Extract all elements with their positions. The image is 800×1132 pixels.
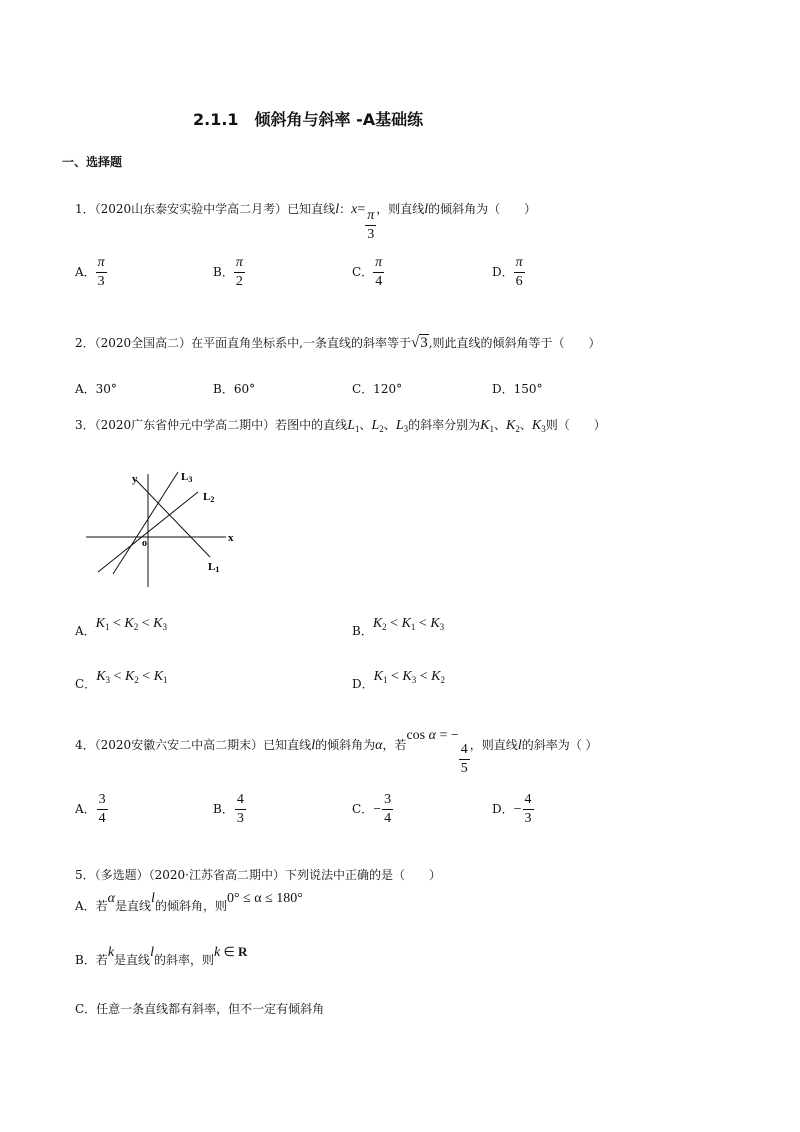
q5-b-k: k — [107, 945, 115, 960]
q5-option-c[interactable]: C．任意一条直线都有斜率，但不一定有倾斜角 — [75, 1002, 325, 1016]
q4-mid1: 的倾斜角为 — [315, 738, 376, 752]
q1-colon: ： — [339, 202, 352, 216]
option-fraction — [234, 256, 245, 289]
q3-K2: $K_2$ — [505, 418, 520, 434]
q1-prefix: 1．（2020山东泰安实验中学高二月考）已知直线 — [75, 202, 336, 216]
q1-eq: = — [357, 202, 366, 217]
q4-mid3: ，则直线 — [469, 738, 518, 752]
q3-sep: 、 — [493, 418, 506, 432]
q2-option-c[interactable]: C．120° — [352, 382, 403, 396]
q4-l2: l — [517, 738, 522, 753]
q3-option-c[interactable] — [75, 669, 168, 693]
label-L3: L3 — [181, 471, 193, 484]
q3-K3: $K_3$ — [531, 418, 546, 434]
option-neg: − — [373, 802, 382, 817]
q1-option-a[interactable] — [75, 256, 107, 289]
frac-den: 5 — [460, 761, 468, 776]
q1-suffix: 的倾斜角为（ ） — [428, 202, 537, 216]
q4-alpha: α — [375, 738, 383, 753]
option-fraction — [373, 256, 384, 289]
q1-l2: l — [424, 202, 429, 217]
question-1 — [75, 200, 536, 242]
option-fraction — [97, 793, 108, 826]
q4-option-b[interactable] — [213, 793, 246, 826]
option-label: C． — [352, 265, 374, 279]
option-label: D． — [352, 677, 374, 691]
q1-l: l — [335, 202, 340, 217]
q5-a-mid2: 的倾斜角，则 — [154, 899, 227, 913]
q2-root: 3 — [420, 335, 428, 351]
q2-option-a[interactable]: A．30° — [75, 382, 117, 396]
q3-option-d[interactable] — [352, 669, 445, 693]
q2-option-b[interactable]: B．60° — [213, 382, 256, 396]
q3-figure — [78, 462, 248, 587]
frac-den: 3 — [97, 274, 105, 289]
frac-den: 3 — [236, 811, 244, 826]
option-expr: $K_1 < K_2 < K_3$ — [95, 616, 168, 632]
q1-option-b[interactable] — [213, 256, 245, 289]
q3-sep: 、 — [359, 418, 372, 432]
option-label: A． — [75, 802, 96, 816]
option-label: B． — [213, 265, 234, 279]
option-fraction — [96, 256, 107, 289]
frac-num: π — [515, 255, 523, 270]
q4-prefix: 4．（2020安徽六安二中高二期末）已知直线 — [75, 738, 312, 752]
q5-a-alpha: α — [107, 891, 116, 906]
frac-den: 3 — [524, 811, 532, 826]
question-5: 5．（多选题）（2020·江苏省高二期中）下列说法中正确的是（ ） — [75, 868, 441, 882]
frac-num: 3 — [98, 792, 106, 807]
line-L3 — [113, 472, 178, 574]
option-neg: − — [513, 802, 522, 817]
q1-frac-den: 3 — [367, 227, 375, 242]
q3-K1: $K_1$ — [480, 418, 494, 434]
frac-num: 4 — [524, 792, 532, 807]
q5-b-expr: k ∈ R — [213, 944, 248, 960]
q5-a-mid: 是直线 — [115, 899, 152, 913]
q3-L2: $L_2$ — [371, 418, 384, 434]
question-2 — [75, 334, 601, 352]
q2-option-d[interactable]: D．150° — [492, 382, 543, 396]
q4-option-c[interactable] — [352, 793, 393, 826]
option-label: A． — [75, 624, 96, 638]
q3-L1: $L_1$ — [347, 418, 360, 434]
option-expr: $K_1 < K_3 < K_2$ — [373, 669, 445, 685]
page-title: 2.1.1 倾斜角与斜率 -A基础练 — [193, 110, 424, 129]
frac-den: 4 — [98, 811, 106, 826]
q5-b-mid: 是直线 — [114, 953, 151, 967]
q5-b-mid2: 的斜率，则 — [153, 953, 214, 967]
option-fraction — [235, 793, 246, 826]
frac-num: 4 — [460, 742, 468, 757]
option-label: C． — [352, 802, 374, 816]
frac-num: π — [97, 255, 105, 270]
label-L2: L2 — [203, 491, 215, 504]
question-3 — [75, 416, 606, 434]
option-fraction — [523, 793, 534, 826]
q3-option-a[interactable] — [75, 616, 168, 640]
frac-num: π — [235, 255, 243, 270]
q3-L3: $L_3$ — [395, 418, 409, 434]
q4-suffix: 的斜率为（ ） — [521, 738, 598, 752]
q3-sep: 、 — [383, 418, 396, 432]
option-label: D． — [492, 802, 514, 816]
q5-a-expr: 0° ≤ α ≤ 180° — [226, 891, 303, 906]
frac-den: 6 — [515, 274, 523, 289]
q4-option-a[interactable] — [75, 793, 108, 826]
q3-suffix: 则（ ） — [545, 418, 606, 432]
option-label: C． — [75, 677, 97, 691]
q5-option-a[interactable] — [75, 891, 303, 915]
label-L1: L1 — [208, 561, 220, 574]
q4-mid2: ，若 — [382, 738, 407, 752]
option-expr: $K_3 < K_2 < K_1$ — [96, 669, 168, 685]
option-label: B． — [213, 802, 234, 816]
frac-num: 3 — [384, 792, 392, 807]
option-fraction — [382, 793, 393, 826]
q3-mid: 的斜率分别为 — [408, 418, 481, 432]
frac-num: 4 — [236, 792, 244, 807]
q5-a-l: l — [151, 891, 155, 906]
origin-label: o — [142, 538, 147, 549]
q2-sqrt: √3 — [411, 335, 428, 351]
q4-option-d[interactable] — [492, 793, 534, 826]
question-4 — [75, 728, 598, 776]
line-L1 — [136, 480, 210, 557]
section-heading: 一、选择题 — [62, 155, 123, 169]
option-label: B． — [352, 624, 373, 638]
q4-fraction — [459, 743, 470, 776]
option-label: A． — [75, 265, 96, 279]
q1-x: x — [351, 202, 358, 217]
q1-fraction — [365, 209, 376, 242]
q1-option-d[interactable] — [492, 256, 525, 289]
q2-prefix: 2．（2020全国高二）在平面直角坐标系中,一条直线的斜率等于 — [75, 336, 411, 350]
q1-frac-num: π — [367, 208, 375, 223]
q1-option-c[interactable] — [352, 256, 384, 289]
option-expr: $K_2 < K_1 < K_3$ — [372, 616, 445, 632]
frac-den: 2 — [235, 274, 243, 289]
q5-b-l: l — [150, 945, 154, 960]
axis-x-label: x — [228, 532, 234, 544]
q1-mid: ，则直线 — [376, 202, 425, 216]
axis-y-label: y — [132, 473, 138, 485]
q3-sep: 、 — [519, 418, 532, 432]
frac-den: 4 — [384, 811, 392, 826]
q4-l: l — [311, 738, 316, 753]
q2-suffix: ,则此直线的倾斜角等于（ ） — [428, 336, 601, 350]
q3-prefix: 3．（2020广东省仲元中学高二期中）若图中的直线 — [75, 418, 348, 432]
option-label: A．若 — [75, 899, 108, 913]
q3-option-b[interactable] — [352, 616, 445, 640]
frac-num: π — [375, 255, 383, 270]
option-fraction — [514, 256, 525, 289]
q4-cos-expr: cos α = − — [406, 728, 459, 743]
frac-den: 4 — [375, 274, 383, 289]
q5-option-b[interactable] — [75, 944, 248, 969]
option-label: B．若 — [75, 953, 108, 967]
option-label: D． — [492, 265, 514, 279]
